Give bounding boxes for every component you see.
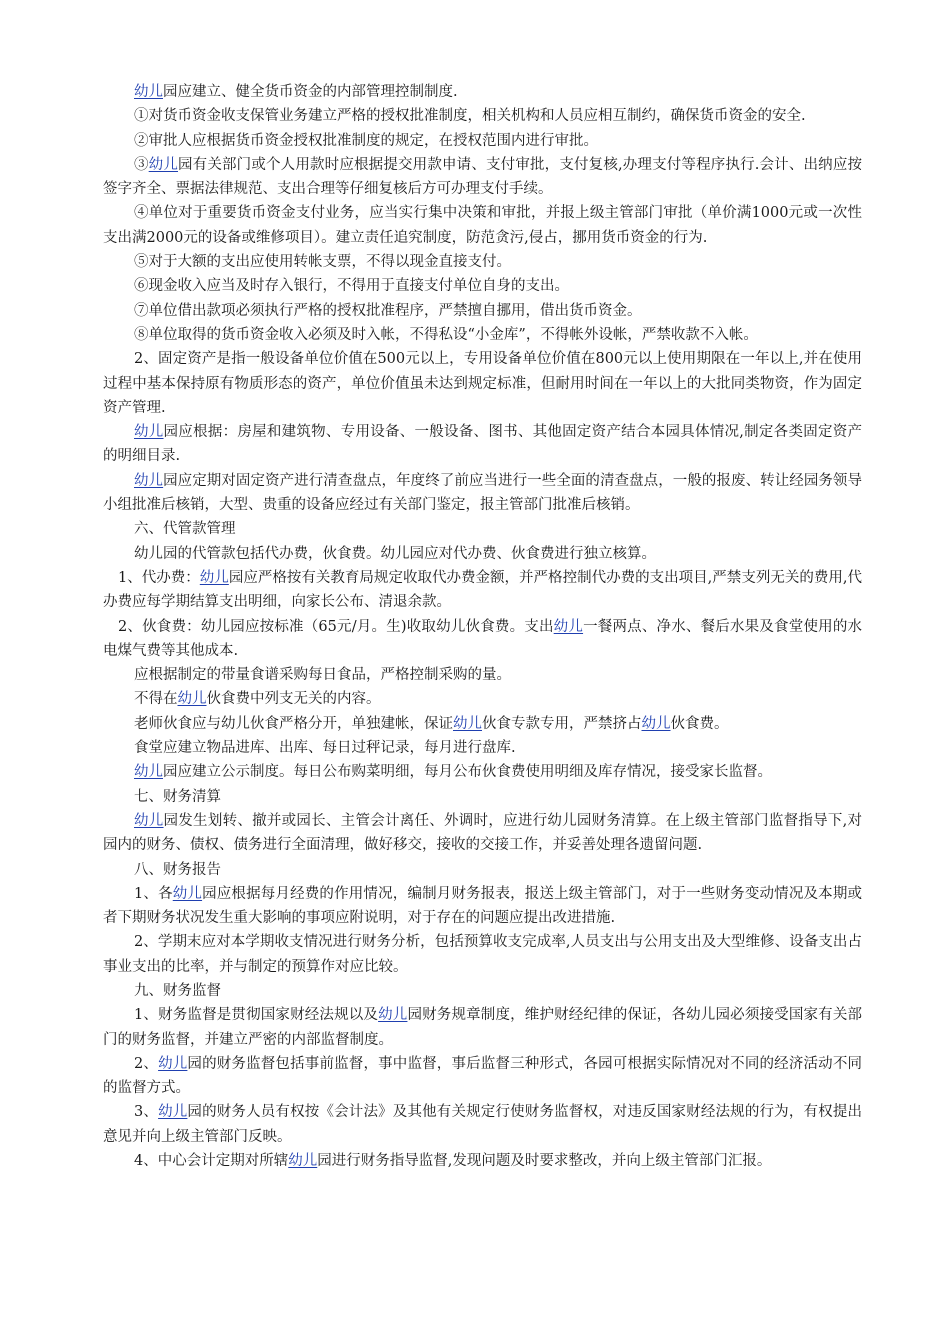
paragraph-text: 老师伙食应与幼儿伙食严格分开，单独建帐，保证 xyxy=(134,715,453,732)
paragraph xyxy=(103,566,862,615)
paragraph-text: ⑦单位借出款项必须执行严格的授权批准程序，严禁擅自挪用，借出货币资金。 xyxy=(134,302,642,319)
hyperlink-youer[interactable]: 幼儿 xyxy=(288,1153,318,1170)
paragraph xyxy=(103,201,862,250)
paragraph-text: 园发生划转、撤并或园长、主管会计离任、外调时，应进行幼儿园财务清算。在上级主管部门监督指导下,对园内的财务、债权、债务进行全面清理，做好移交，接收的交接工作，并妥善处理各遗留问题. xyxy=(103,812,863,854)
paragraph-text: 2、学期末应对本学期收支情况进行财务分析，包括预算收支完成率,人员支出与公用支出及大型维修、设备支出占事业支出的比率，并与制定的预算作对应比较。 xyxy=(103,934,862,975)
hyperlink-youer[interactable]: 幼儿 xyxy=(641,715,671,732)
hyperlink-youer[interactable]: 幼儿 xyxy=(177,691,207,708)
paragraph-text: 园应建立、健全货币资金的内部管理控制制度. xyxy=(163,84,458,100)
paragraph-text: 4、中心会计定期对所辖 xyxy=(134,1153,289,1170)
paragraph xyxy=(103,104,862,128)
paragraph-text: 园进行财务指导监督,发现问题及时要求整改，并向上级主管部门汇报。 xyxy=(317,1153,772,1170)
paragraph-text: 1、财务监督是贯彻国家财经法规以及 xyxy=(134,1007,379,1024)
paragraph-text: 伙食费中列支无关的内容。 xyxy=(206,691,381,708)
paragraph xyxy=(103,736,862,760)
paragraph xyxy=(103,542,862,566)
hyperlink-youer[interactable]: 幼儿 xyxy=(134,812,164,829)
hyperlink-youer[interactable]: 幼儿 xyxy=(158,1104,188,1121)
hyperlink-youer[interactable]: 幼儿 xyxy=(172,885,203,902)
paragraph-text: 3、 xyxy=(134,1104,159,1121)
paragraph-text: 园应建立公示制度。每日公布购菜明细，每月公布伙食费使用明细及库存情况，接受家长监督。 xyxy=(163,764,772,781)
paragraph-text: 园应根据：房屋和建筑物、专用设备、一般设备、图书、其他固定资产结合本园具体情况,制定各类固定资产的明细目录. xyxy=(103,424,863,465)
paragraph-text: 1、各 xyxy=(134,885,173,902)
document-body xyxy=(103,80,862,1173)
paragraph-text: 不得在 xyxy=(134,691,178,708)
paragraph xyxy=(103,663,862,687)
paragraph xyxy=(103,274,862,298)
paragraph xyxy=(103,858,862,882)
paragraph xyxy=(103,809,862,858)
paragraph xyxy=(103,882,862,931)
paragraph-text: ③ xyxy=(134,156,149,173)
paragraph xyxy=(103,712,862,736)
paragraph xyxy=(103,979,862,1003)
paragraph-text: 应根据制定的带量食谱采购每日食品，严格控制采购的量。 xyxy=(134,667,511,684)
paragraph xyxy=(103,80,862,104)
hyperlink-youer[interactable]: 幼儿 xyxy=(378,1007,408,1024)
paragraph xyxy=(103,615,862,664)
paragraph xyxy=(103,153,862,202)
paragraph-text: 2、伙食费：幼儿园应按标准（65元/月。生)收取幼儿伙食费。支出 xyxy=(118,618,554,635)
paragraph-text: 园财务规章制度，维护财经纪律的保证，各幼儿园必须接受国家有关部门的财务监督，并建立严密的内部监督制度。 xyxy=(103,1007,862,1048)
paragraph-text: 伙食专款专用，严禁挤占 xyxy=(482,715,642,732)
paragraph-text: ①对货币资金收支保管业务建立严格的授权批准制度，相关机构和人员应相互制约，确保货币资金的安全. xyxy=(134,108,806,125)
paragraph-text: 七、财务清算 xyxy=(134,788,221,805)
paragraph-text: ⑤对于大额的支出应使用转帐支票，不得以现金直接支付。 xyxy=(134,254,511,271)
paragraph xyxy=(103,420,862,469)
paragraph xyxy=(103,347,862,420)
hyperlink-youer[interactable]: 幼儿 xyxy=(134,84,163,100)
paragraph xyxy=(103,687,862,711)
paragraph-text: ⑧单位取得的货币资金收入必须及时入帐，不得私设“小金库”，不得帐外设帐，严禁收款不入帐。 xyxy=(134,326,758,343)
paragraph xyxy=(103,1052,862,1101)
paragraph xyxy=(103,760,862,784)
paragraph-text: 园有关部门或个人用款时应根据提交用款申请、支付审批，支付复核,办理支付等程序执行.会计、出纳应按签字齐全、票据法律规范、支出合理等仔细复核后方可办理支付手续。 xyxy=(103,156,863,198)
hyperlink-youer[interactable]: 幼儿 xyxy=(134,472,164,489)
paragraph xyxy=(103,1149,862,1173)
hyperlink-youer[interactable]: 幼儿 xyxy=(148,156,179,173)
paragraph-text: 1、代办费： xyxy=(118,569,200,586)
paragraph-text: 幼儿园的代管款包括代办费，伙食费。幼儿园应对代办费、伙食费进行独立核算。 xyxy=(134,545,656,562)
hyperlink-youer[interactable]: 幼儿 xyxy=(199,569,229,586)
paragraph xyxy=(103,469,862,518)
paragraph-text: ②审批人应根据货币资金授权批准制度的规定，在授权范围内进行审批。 xyxy=(134,132,598,149)
paragraph-text: 园应严格按有关教育局规定收取代办费金额，并严格控制代办费的支出项目,严禁支列无关的费用,代办费应每学期结算支出明细，向家长公布、清退余款。 xyxy=(103,569,863,611)
hyperlink-youer[interactable]: 幼儿 xyxy=(553,618,584,635)
paragraph xyxy=(103,323,862,347)
paragraph-text: ④单位对于重要货币资金支付业务，应当实行集中决策和审批，并报上级主管部门审批（单价满1000元或一次性支出满2000元的设备或维修项目）。建立责任追究制度，防范贪污,侵占，挪用货币资金的行为. xyxy=(103,205,862,246)
paragraph-text: 园的财务监督包括事前监督，事中监督，事后监督三种形式，各园可根据实际情况对不同的经济活动不同的监督方式。 xyxy=(103,1055,863,1097)
paragraph-text: 园的财务人员有权按《会计法》及其他有关规定行使财务监督权，对违反国家财经法规的行为，有权提出意见并向上级主管部门反映。 xyxy=(103,1104,863,1145)
paragraph-text: 九、财务监督 xyxy=(134,982,221,999)
paragraph-text: 2、 xyxy=(134,1055,159,1072)
paragraph xyxy=(103,299,862,323)
paragraph-text: ⑥现金收入应当及时存入银行，不得用于直接支付单位自身的支出。 xyxy=(134,278,569,295)
hyperlink-youer[interactable]: 幼儿 xyxy=(134,764,163,781)
paragraph xyxy=(103,250,862,274)
paragraph-text: 园应定期对固定资产进行清查盘点，年度终了前应当进行一些全面的清查盘点，一般的报废、转让经园务领导小组批准后核销，大型、贵重的设备应经过有关部门鉴定，报主管部门批准后核销。 xyxy=(103,472,862,514)
hyperlink-youer[interactable]: 幼儿 xyxy=(158,1055,188,1072)
paragraph xyxy=(103,129,862,153)
paragraph-text: 六、代管款管理 xyxy=(134,521,236,538)
hyperlink-youer[interactable]: 幼儿 xyxy=(453,715,482,732)
paragraph xyxy=(103,785,862,809)
hyperlink-youer[interactable]: 幼儿 xyxy=(134,424,164,441)
paragraph-text: 2、固定资产是指一般设备单位价值在500元以上，专用设备单位价值在800元以上使用期限在一年以上,并在使用过程中基本保持原有物质形态的资产，单位价值虽未达到规定标准，但耐用时间在一年以上的大批同类物资，作为固定资产管理. xyxy=(103,351,862,416)
paragraph xyxy=(103,1100,862,1149)
paragraph xyxy=(103,1003,862,1052)
paragraph-text: 八、财务报告 xyxy=(134,861,221,878)
paragraph-text: 食堂应建立物品进库、出库、每日过秤记录，每月进行盘库. xyxy=(134,740,516,757)
paragraph-text: 一餐两点、净水、餐后水果及食堂使用的水电煤气费等其他成本. xyxy=(103,618,863,659)
paragraph-text: 伙食费。 xyxy=(670,715,729,732)
paragraph xyxy=(103,930,862,979)
paragraph xyxy=(103,517,862,541)
paragraph-text: 园应根据每月经费的作用情况，编制月财务报表，报送上级主管部门，对于一些财务变动情况及本期或者下期财务状况发生重大影响的事项应附说明，对于存在的问题应提出改进措施. xyxy=(103,885,862,927)
